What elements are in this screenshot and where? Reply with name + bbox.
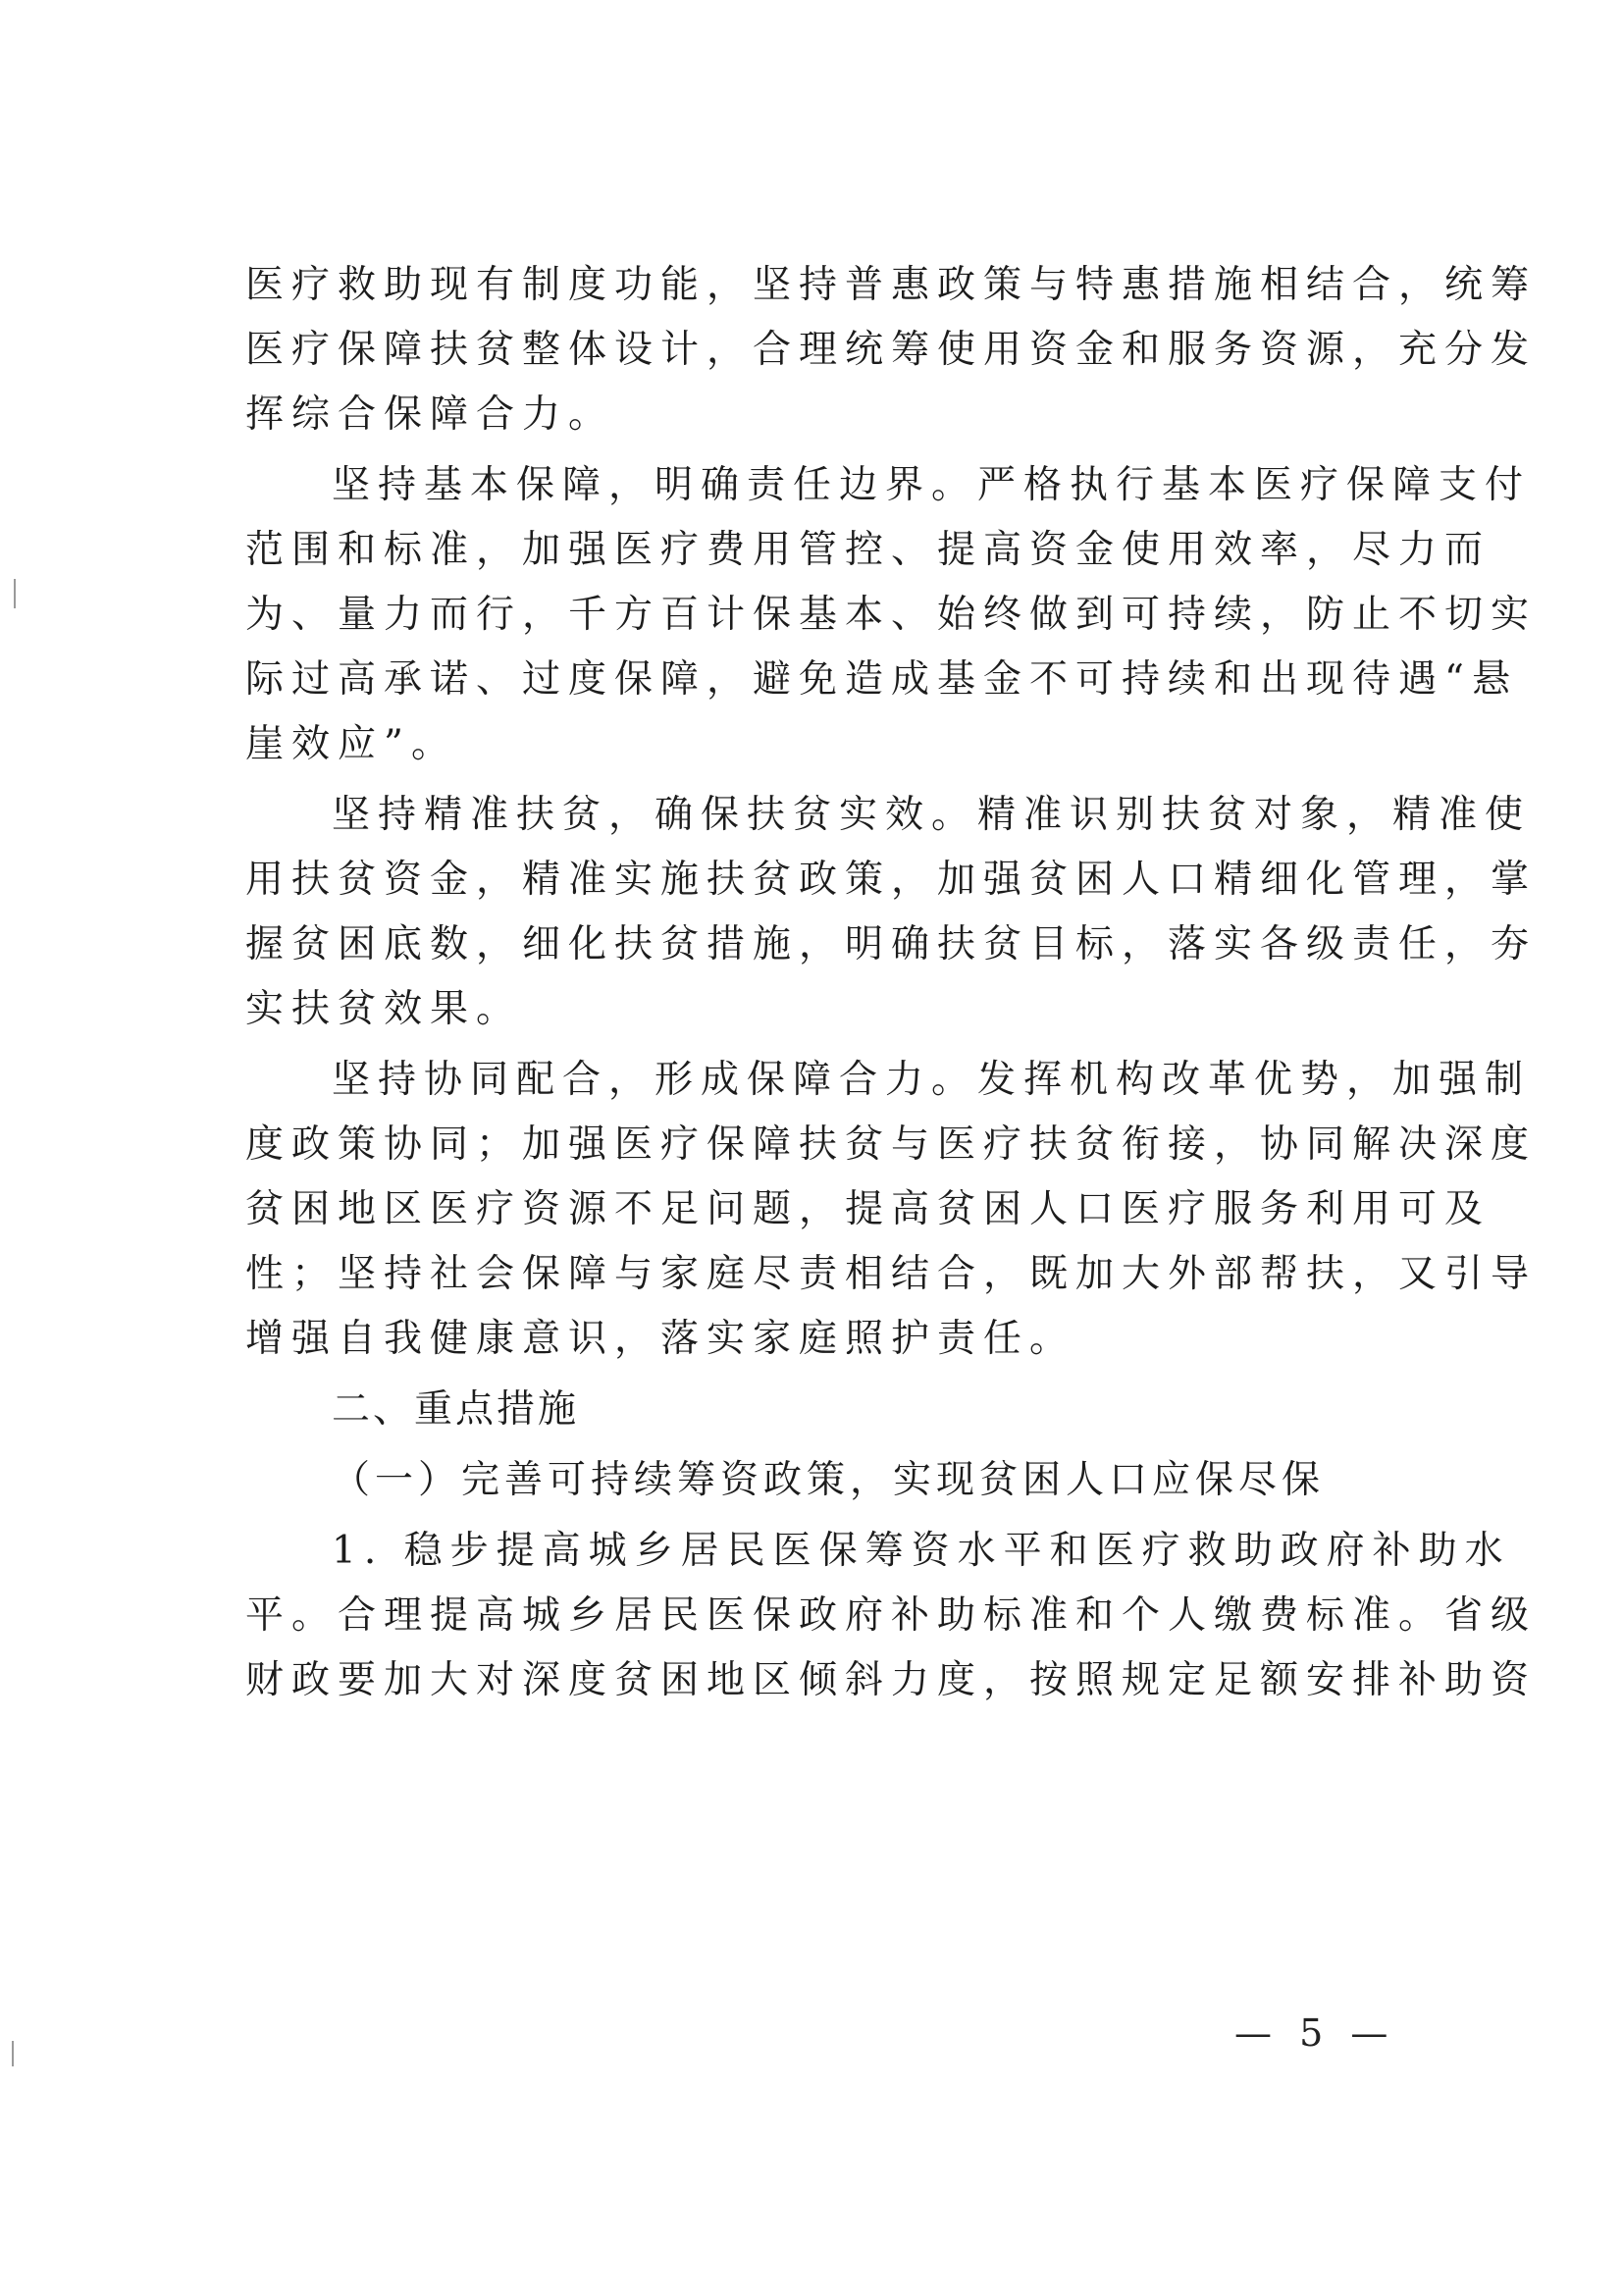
text-line: 为、量力而行，千方百计保基本、始终做到可持续，防止不切实 <box>245 593 1538 637</box>
text-line: 挥综合保障合力。 <box>245 392 615 437</box>
numbered-item-1 <box>245 1519 1538 1713</box>
text-line: 性；坚持社会保障与家庭尽责相结合，既加大外部帮扶，又引导 <box>245 1252 1538 1296</box>
body-text <box>245 253 1538 1713</box>
text-line: 用扶贫资金，精准实施扶贫政策，加强贫困人口精细化管理，掌 <box>245 858 1538 902</box>
text-line: 贫困地区医疗资源不足问题，提高贫困人口医疗服务利用可及 <box>245 1187 1492 1231</box>
text-line: 度政策协同；加强医疗保障扶贫与医疗扶贫衔接，协同解决深度 <box>245 1122 1538 1167</box>
text-line: 崖效应”。 <box>245 722 457 766</box>
text-line: 1. 稳步提高城乡居民医保筹资水平和医疗救助政府补助水 <box>332 1529 1511 1573</box>
paragraph-3 <box>245 783 1538 1042</box>
text-line: 坚持基本保障，明确责任边界。严格执行基本医疗保障支付 <box>332 463 1532 507</box>
text-line: 增强自我健康意识，落实家庭照护责任。 <box>245 1317 1076 1361</box>
text-line: 坚持精准扶贫，确保扶贫实效。精准识别扶贫对象，精准使 <box>332 793 1532 837</box>
paragraph-1 <box>245 253 1538 447</box>
text-line: 握贫困底数，细化扶贫措施，明确扶贫目标，落实各级责任，夯 <box>245 922 1538 966</box>
scan-edge-mark <box>12 2041 14 2066</box>
page-number: — 5 — <box>1234 2011 1396 2055</box>
text-line: 坚持协同配合，形成保障合力。发挥机构改革优势，加强制 <box>332 1058 1532 1102</box>
scan-edge-mark <box>14 579 16 608</box>
sub-heading: （一）完善可持续筹资政策，实现贫困人口应保尽保 <box>332 1458 1326 1502</box>
paragraph-2 <box>245 453 1538 777</box>
text-line: 医疗救助现有制度功能，坚持普惠政策与特惠措施相结合，统筹 <box>245 263 1538 307</box>
section-heading: 二、重点措施 <box>332 1387 580 1432</box>
text-line: 财政要加大对深度贫困地区倾斜力度，按照规定足额安排补助资 <box>245 1658 1538 1702</box>
text-line: 平。合理提高城乡居民医保政府补助标准和个人缴费标准。省级 <box>245 1593 1538 1638</box>
text-line: 范围和标准，加强医疗费用管控、提高资金使用效率，尽力而 <box>245 528 1492 572</box>
text-line: 实扶贫效果。 <box>245 987 523 1031</box>
paragraph-4 <box>245 1048 1538 1372</box>
text-line: 际过高承诺、过度保障，避免造成基金不可持续和出现待遇“悬 <box>245 657 1518 702</box>
text-line: 医疗保障扶贫整体设计，合理统筹使用资金和服务资源，充分发 <box>245 328 1538 372</box>
